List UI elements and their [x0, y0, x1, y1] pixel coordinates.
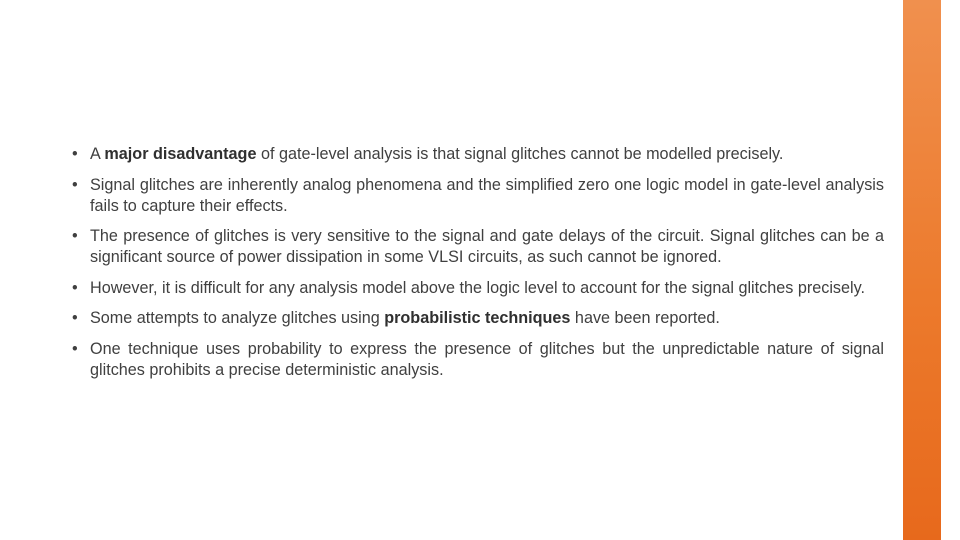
bullet-icon: • — [72, 309, 78, 327]
bullet-item — [72, 144, 884, 165]
bullet-text-bold: major disadvantage — [104, 145, 257, 163]
bullet-text-pre: The presence of glitches is very sensitive to the signal and gate delays of the circuit. Signal glitches can be a significant source of power dissipation in some VLSI circuits, as such cannot be ignored. — [90, 227, 884, 266]
bullet-text-pre: However, it is difficult for any analysis model above the logic level to account for the signal glitches precisely. — [90, 278, 865, 297]
bullet-text-pre: A — [90, 145, 105, 163]
bullet-icon: • — [72, 145, 78, 163]
bullet-icon: • — [72, 339, 78, 358]
bullet-icon: • — [72, 278, 78, 297]
bullet-icon: • — [72, 175, 78, 194]
bullet-item — [72, 226, 884, 268]
bullet-text-bold: probabilistic techniques — [384, 309, 571, 327]
bullet-list — [72, 144, 884, 390]
bullet-text-pre: One technique uses probability to express the presence of glitches but the unpredictable nature of signal glitches prohibits a precise deterministic analysis. — [90, 339, 884, 379]
accent-bar — [903, 0, 941, 540]
bullet-item — [72, 308, 884, 329]
bullet-text-post: of gate-level analysis is that signal glitches cannot be modelled precisely. — [256, 145, 784, 163]
bullet-item — [72, 175, 884, 217]
bullet-item — [72, 339, 884, 381]
bullet-item — [72, 278, 884, 299]
bullet-icon: • — [72, 227, 78, 245]
bullet-text-pre: Signal glitches are inherently analog phenomena and the simplified zero one logic model in gate-level analysis fails to capture their effects. — [90, 175, 884, 215]
bullet-text-post: have been reported. — [570, 309, 720, 327]
bullet-text-pre: Some attempts to analyze glitches using — [90, 309, 385, 327]
